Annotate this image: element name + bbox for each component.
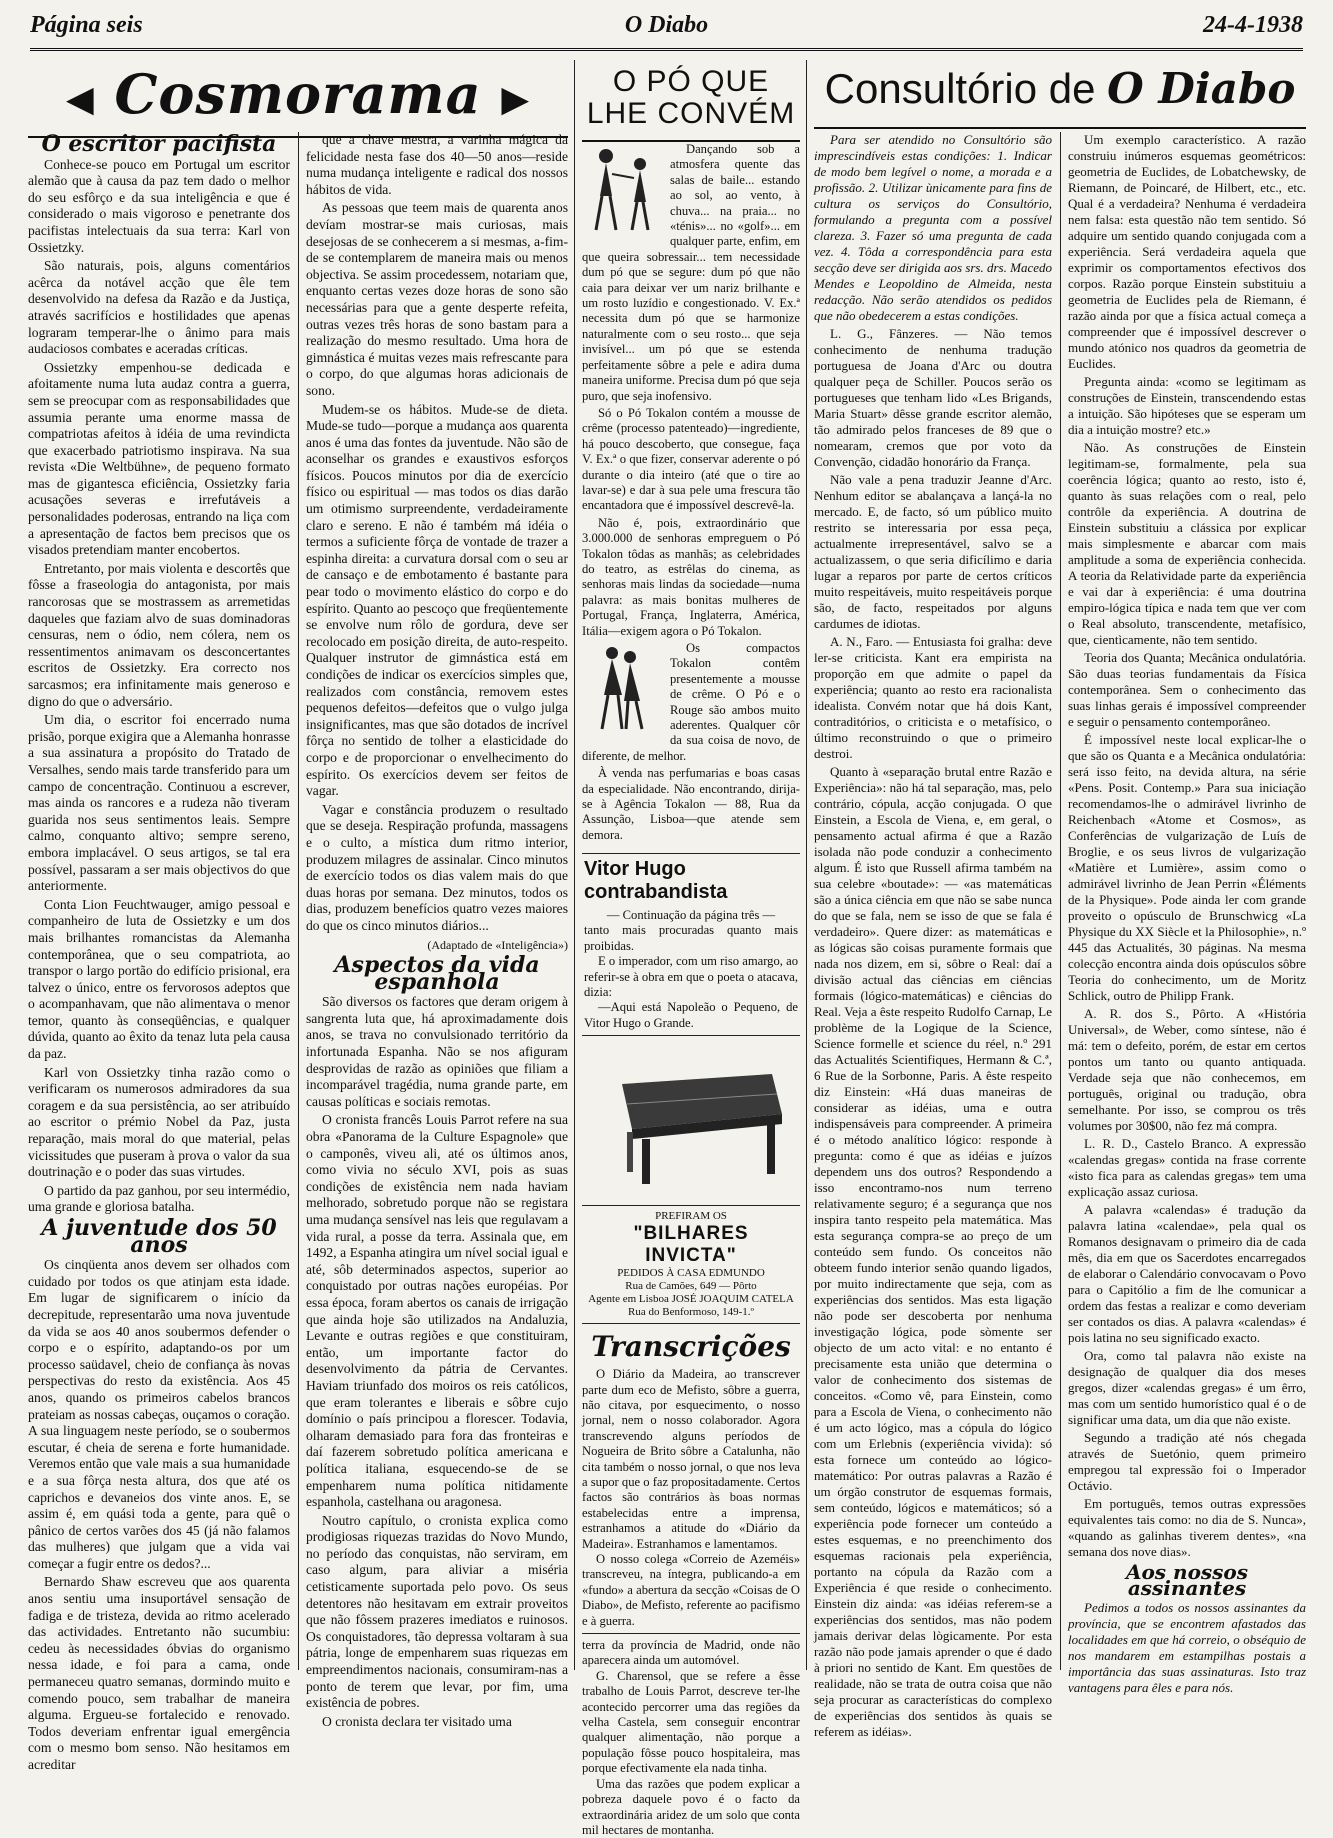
article-paragraph: que a chave mestra, a varinha mágica da felicidade nesta fase dos 40—50 anos—reside numa mudança inteligente e radical dos nossos hábitos de vida.: [306, 132, 568, 197]
answer-paragraph: Quanto à «separação brutal entre Razão e Experiência»: não há tal separação, mas, pelo contrário, cópula, acção conjugada. O que Einstein, a Escola de Viena, e, em geral, o pensamento actual afirma é que a Razão isolada não pode conduzir a conhecimento algum. É isto que Russell afirma também na sua celebre «boutade»: — «as matemáticas são a única ciência em que não se sabe nunca do que se fala, nem se isso de que se fala é verdadeiro». Quere dizer: as matemáticas e as lógicas são coisas puramente formais que nada nos dizem, em si, sôbre o Real: daí a divisão actual das ciências em ciências formais (lógico-matemáticas) e ciências do Real. Veja a êste respeito Rudolfo Carnap, Le problème de la Logique de la Science, Science formelle et science du réel, n.º 291 das Actualités Scientifiques, Hermann & C.ª, 6 Rue de la Sorbonne, Paris. A êste respeito diz Einstein: «Há duas maneiras de considerar as idéias, uma e outra indispensáveis para compreender. A primeira é o método analítico lógico: responde à pregunta: como é que as idéias e juízos dependem uns dos outros? Respondendo a isso encontramo-nos num terreno relativamente seguro; é a segurança que nos inspira tanto respeito pela matemática. Mas esta segurança compra-se ao preço de um conteúdo sem fundo. Os conceitos não obteem fundo interior senão quando ligados, por muito indirectamente que seja, com as experiências dos sentidos. Mas esta ligação não pode ser descoberta por nenhuma investigação lógica, pode sòmente ser objecto de um acto vital: e no entanto é precisamente esta união que determina o valor de conhecimento dos sistemas de conceitos. «Como vê, para Einstein, como para a Escola de Viena, o conhecimento não é um acto lógico, mas a cópula do lógico com um Erlebnis (experiência vivida): só esta fornece um conteúdo ao lógico-matemático: Por outras palavras a Razão é um órgão construtor de esquemas formais, sem conteúdo, lógicos e matemáticos; só a experiência pode fornecer um conteúdo a estes esquemas, e no preenchimento dos esquemas racionais pela experiência, portanto na cópula da Razão com a Experiência é que reside o conhecimento. Einstein diz ainda: «as idéias referem-se a experiências dos sentidos, mas não podem jamais derivar delas lògicamente. Por esta razão não pode jamais aprender o que é dado à priori no sentido de Kant. Em questões de realidade, não se trata de outra coisa que não seja procurar as características do complexo de experiências dos sentidos às quais se referem as idéias».: [814, 764, 1052, 1739]
ad-paragraph: Só o Pó Tokalon contém a mousse de crême (processo patenteado)—ingrediente, há pouco descoberto, que consegue, faça V. Ex.ª o que fizer, conservar aderente o pó durante o dia inteiro (até que o tire ao lavar-se) e dar à sua pele uma frescura tão encantadora que é impossível descrevê-la.: [582, 405, 800, 513]
article-paragraph: Um dia, o escritor foi encerrado numa prisão, porque exigira que a Alemanha honrasse a sua assinatura a propósito do Tratado de Versalhes, sendo mais tarde transferido para um campo de concentração. Continuou a escrever, mas ainda os rancores e a rudeza não tiveram guarida nos seus sentimentos leais. Sempre calmo, conquanto altivo; sempre sereno, embora implacável. O seus artigos, se tal era possível, passaram a ser mais objectivos do que anteriormente.: [28, 712, 290, 894]
column-1: [28, 131, 290, 1772]
answer-paragraph: Não vale a pena traduzir Jeanne d'Arc. Nenhum editor se abalançava a lançá-la no mercado. E, de facto, só um público muito restrito se interessaria por essa peça, actualmente irrepresentável, salvo se a actualizassem, o que seria dificílimo e daria lugar a reparos por parte de certos críticos muito respeitáveis, muito respeitáveis porque são, de facto, respeitados por alguns cardumes de idiotas.: [814, 472, 1052, 631]
article-paragraph: G. Charensol, que se refere a êsse trabalho de Louis Parrot, descreve ter-lhe acontecido percorrer uma das regiões da velha Castela, sem conseguir encontrar qualquer alimentação, não porque a população fôsse pouco hospitaleira, mas porque efectivamente ela nada tinha.: [582, 1668, 800, 1776]
article-paragraph: E o imperador, com um riso amargo, ao referir-se à obra em que o poeta o atacava, dizia:: [584, 954, 798, 999]
tokalon-title: O PÓ QUE LHE CONVÉM: [582, 60, 800, 142]
invicta-line: Rua do Benformoso, 149-1.º: [628, 1306, 754, 1319]
answer-paragraph: L. R. D., Castelo Branco. A expressão «calendas gregas» contida na frase corrente «isto fica para as calendas gregas» tem uma explicação assaz curiosa.: [1068, 1136, 1306, 1199]
article-paragraph: São naturais, pois, alguns comentários acêrca da notável acção que êle tem desenvolvido na defesa da Razão e da Justiça, através sacrifícios e hostilidades que apenas lograram temperar-lhe o ânimo para mais audaciosos combates e aceradas críticas.: [28, 258, 290, 357]
article-paragraph: Ossietzky empenhou-se dedicada e afoitamente numa luta audaz contra a guerra, sem se preocupar com as responsabilidades que assumia perante uma enorme massa de compatriotas afeitos à idéia de uma revindicta que exacerbado patriotismo inspirava. Na sua revista «Die Weltbühne», de pequeno formato mas de gigantesca eficiência, Ossietzky faria acusações severas e irrefutáveis a personalidades poderosas, entrando na liça com a apresentação de factos bem precisos que os visados pretendiam manter encobertos.: [28, 359, 290, 558]
consultorio-conditions: Para ser atendido no Consultório são imprescindíveis estas condições: 1. Indicar de modo bem legível o nome, a morada e a profissão. 2. Utilizar ùnicamente para fins de cultura os serviços do Consultório, formulando a pregunta com a possível clareza. 3. Fazer só uma pregunta de cada vez. 4. Tôda a correspondência para esta secção deve ser dirigida aos srs. drs. Macedo Mendes e Leopoldino de Almeida, nesta redacção. Não serão atendidos os pedidos que não obedecerem a estas condições.: [814, 132, 1052, 323]
column-4: [814, 132, 1052, 1739]
article-paragraph: São diversos os factores que deram origem à sangrenta luta que, há aproximadamente dois anos, se trava no convulsionado território da infortunada Espanha. Não se nos afiguram desprovidas de razão as opiniões que filiam a incomparável tragédia, numa grande parte, em causas políticas e sociais remotas.: [306, 994, 568, 1109]
ad-paragraph: Não é, pois, extraordinário que 3.000.000 de senhoras empreguem o Pó Tokalon tôdas as manhãs; as celebridades do teatro, as estrêlas do cinema, as senhoras mais lindas da sociedade—numa palavra: as mais bonitas mulheres de Portugal, França, Inglaterra, América, Itália—exigem agora o Pó Tokalon.: [582, 515, 800, 638]
answer-paragraph: Um exemplo característico. A razão construiu inúmeros esquemas geométricos: geometria de Euclides, de Lobatchewsky, de Riemann, de Poincaré, de Hilbert, etc., etc. Qual é a verdadeira? Nenhuma é verdadeira nem falsa: esta questão não tem sentido. Só adquire um sentido quando conjugada com a experiência. Será verdadeira aquela que exprimir os comportamentos efectivos dos corpos. Razão porque Einstein substituiu a geometria de Euclides pela de Riemann, é razão ainda por que a física actual começa a compreender que é impossível descrever o mundo atónico nos quadros da geometria de Euclides.: [1068, 132, 1306, 371]
right-arrow-icon: ▶: [501, 77, 531, 120]
vitor-hugo-box: [582, 853, 800, 1036]
article-paragraph: Noutro capítulo, o cronista explica como prodigiosas riquezas trazidas do Novo Mundo, no período das conquistas, não serviram, em caso algum, para aliviar a miséria cetisticamente suportada pelo povo. Os seus detentores não hesitavam em extrair proveitos que não fôssem prazeres imediatos e ruinosos. Os conquistadores, tão depressa voltaram à sua pátria, longe de empenharem suas riquezas em empreendimentos nacionais, consumiram-nas a ponto de terem que levar, por fim, uma existência de pobres.: [306, 1512, 568, 1711]
article-paragraph: Mudem-se os hábitos. Mude-se de dieta. Mude-se tudo—porque a mudança aos quarenta anos é uma das fontes da juventude. Não são de aconselhar os grandes e exaustivos esforços físicos. Poucos minutos por dia de exercício físico ou espiritual — mas todos os dias darão um otimismo surpreendente, verdadeiramente claro e sereno. E não é também má idéia o termos a suficiente fôrça de vontade de trazer a espinha direita: a curvatura dorsal com o seu ar de cansaço e de embotamento é bastante para pear todo o movimento elástico do corpo e do espírito. Quanto ao pescoço que freqüentemente se envolve num rôlo de gordura, deve ser recolocado em posição direita, de auto-respeito. Qualquer instrutor de gimnástica está em condições de indicar os exercícios simples que, realizados com constância, removem estes pequenos defeitos—defeitos que o vulgo julga insignificantes, mas que são dotados de incrível fôrça no sentido de tolher a elasticidade do corpo e de proporcionar o envelhecimento do espírito. Os exercícios devem ser feitos de vagar.: [306, 401, 568, 799]
cosmorama-title: [28, 60, 568, 138]
article-paragraph: As pessoas que teem mais de quarenta anos devíam mostrar-se mais curiosas, mais desejosas de se conhecerem a si mesmas, a-fim-de se contemplarem de maneira mais ou menos objectiva. Se assim procedessem, notariam que, enquanto certas vezes doze horas de sono são necessárias para que a gente desperte refeita, outras vezes três horas de sono bastam para a realização do mesmo resultado. Uma hora de gimnástica é muitas vezes mais refrescante para o corpo, do que algumas horas adicionais de sono.: [306, 200, 568, 398]
masthead: O Diabo: [624, 12, 709, 38]
answer-paragraph: Não. As construções de Einstein legitimam-se, formalmente, pela sua coerência lógica; quanto ao resto, isto é, quanto às suas relações com o real, pelo contrôle da experiência. A doutrina de Einstein substituiu a clássica por explicar mais simplesmente e abarcar com mais amplitude a soma de experiência conhecida. A teoria da Relatividade parte da experiência e vai dar à experiência: é uma doutrina empiro-lógica típica e nada tem que ver com o Real absoluto, transcendente, metafísico, que, cientìcamente, não tem sentido.: [1068, 440, 1306, 647]
article-paragraph: Vagar e constância produzem o resultado que se deseja. Respiração profunda, massagens e o culto, a mística dum ritmo interior, produzem milagres de assinalar. Cinco minutos de exercício todos os dias valem mais do que duas horas por semana. Dez minutos, todos os dias, produzem benefícios quatro vezes maiores do que os cinco minutos diários...: [306, 801, 568, 933]
column-divider: [1060, 132, 1061, 1670]
answer-paragraph: A. N., Faro. — Entusiasta foi gralha: deve ler-se criticista. Kant era empirista na proporção em que admite o papel da experiência; quanto ao resto era racionalista idealista. Convém notar que há dois Kant, contraditórios, o criticista e o metafísico, o último reconstruindo o que o primeiro destroi.: [814, 634, 1052, 761]
consultorio-title: [814, 60, 1306, 129]
left-arrow-icon: ◀: [65, 77, 95, 120]
transcricoes-body: [582, 1367, 800, 1838]
issue-date: 24-4-1938: [1203, 12, 1303, 38]
page-header: [30, 8, 1303, 51]
ad-paragraph: Dançando sob a atmosfera quente das salas de baile... estando ao sol, ao vento, à chuva... na praia... no «ténis»... no «golf»... em qualquer parte, enfim, em que queira sobressair... tem necessidade dum pó que se segure: dum pó que não caia para deixar ver um nariz brilhante e um rosto luzídio e congestionado. V. Ex.ª necessita dum pó que se harmonize naturalmente com o seu rosto... que seja invisível... um pó que se estenda perfeitamente sôbre a pele e adira duma maneira uniforme. Precisa dum pó que seja puro, que seja inofensivo.: [582, 142, 800, 403]
answer-paragraph: L. G., Fânzeres. — Não temos conhecimento de nenhuma tradução portuguesa de Joana d'Arc ou doutra qualquer peça de Schiller. Poucos serão os portugueses que tenham lido «Les Brigands, Maria Stuart» dêsse grande escritor alemão, tão admirado pelos franceses de 89 que o nomearam, cremos que por voto da Convenção, cidadão honorário da França.: [814, 326, 1052, 469]
vitor-hugo-title: Vitor Hugo contrabandista: [584, 858, 728, 904]
heading-aspectos: Aspectos da vida espanhola: [334, 952, 540, 995]
answer-paragraph: Pregunta ainda: «como se legitimam as construções de Einstein, transcendendo estas a intuição. São hipóteses que se esperam um dia a intuição mostre? etc.»: [1068, 374, 1306, 437]
continuation-note: — Continuação da página três —: [606, 908, 776, 923]
article-paragraph: O cronista francês Louis Parrot refere na sua obra «Panorama de la Culture Espagnole» que o camponês, viveu ali, até os últimos anos, como vivia no século XVI, pois as suas condições de existência nem nada haviam melhorado, sobretudo porque não se registara uma mudança sensível nas leis que regulavam a vida rural, a posse da terra. Assinala que, em 1492, a Espanha atingira um nível social igual e até, sôb determinados aspectos, superior ao conquistado por outras nações européias. Por essa época, foram abertos os canais de irrigação que ainda hoje são utilizados na Andaluzia, Levante e outras regiões e que constituiram, então, um importante factor do desenvolvimento da pátria de Cervantes. Haviam triunfado dos moiros os reis católicos, que eram tolerantes e liberais e sôbre cujo domínio o país principou a florescer. Todavia, olharam demasiado para fora das fronteiras e daí fazerem sobretudo política americana e política italiana, esquecendo-se de se empenharem numa política nitidamente espanhola, castelhana ou aragonesa.: [306, 1112, 568, 1510]
article-paragraph: Conta Lion Feuchtwauger, amigo pessoal e companheiro de luta de Ossietzky e um dos mais brilhantes romancistas da Alemanha contemporânea, que o seu compatriota, ao transpor o largo portão do edifício prisional, era talvez o único, entre os fervorosos adeptos que o acompanhavam, que não alimentava o menor temor, quanto às conseqüências, e qualquer dúvida, quanto ao êxito da tenaz luta pela causa da paz.: [28, 896, 290, 1062]
consultorio-title-text: Consultório de: [824, 65, 1096, 112]
column-3: [582, 60, 800, 1837]
invicta-brand: "BILHARES INVICTA": [633, 1223, 749, 1267]
column-divider: [298, 132, 299, 1670]
article-paragraph: Uma das razões que podem explicar a pobreza daquele povo é o facto da extraordinária aridez de um solo que conta mil hectares de montanha.: [582, 1776, 800, 1837]
article-paragraph: Entretanto, por mais violenta e descortês que fôsse a fraseologia do antagonista, por mais rancorosas que se mostrassem as arremetidas daqueles que faziam alvo de suas dominadoras censuras, nem o ódio, nem cólera, nem os ressentimentos animavam os desconcertantes escritos de Ossietzky. Era correcto nos sarcasmos; era infinitamente mais generoso e digno do que o adversário.: [28, 560, 290, 709]
column-divider: [806, 60, 807, 1670]
ad-paragraph: Os compactos Tokalon contêm presentemente a mousse de crême. O Pó e o Rouge são ambos muito aderentes. Qualquer côr da sua coisa de novo, de diferente, de melhor.: [582, 641, 800, 763]
notice-paragraph: Pedimos a todos os nossos assinantes da província, que se encontrem afastados das localidades em que há correio, o obséquio de nos mandarem em estampilhas postais a importância das suas assinaturas. Isto traz vantagens para êles e para nós.: [1068, 1600, 1306, 1695]
dancing-couple-icon: [582, 643, 662, 733]
ad-paragraph: À venda nas perfumarias e boas casas da especialidade. Não encontrando, dirija-se à Agência Tokalon — 88, Rua da Assunção, Lisboa—que atende sem demora.: [582, 766, 800, 842]
consultorio-section: [814, 60, 1306, 140]
answer-paragraph: É impossível neste local explicar-lhe o que são os Quanta e a Mecânica ondulatória: será isso feito, na devida altura, na série «Pens. Posit. Contemp.» Para sua iniciação recomendamos-lhe o admirável livrinho de Reichenbach «Atome et Cosmos», as Conferências de vulgarização de Luís de Broglie, e os seus livros de vulgarização «Matière et Lumière», assim como o admirável livrinho de Jean Perrin «Éléments de la Physique». Pode ainda ler com grande proveito o opúsculo de Brunschwicg «La Physique du XX Siècle et la Philosophie», n.º 445 das Actualités, 30 páginas. Na mesma colecção encontra ainda dois opúsculos sôbre Teoria do conhecimento, um de Moritz Schlick, outro de Philipp Frank.: [1068, 732, 1306, 1003]
article-paragraph: terra da província de Madrid, onde não aparecera ainda um automóvel.: [582, 1638, 800, 1668]
article-paragraph: Bernardo Shaw escreveu que aos quarenta anos sentiu uma insuportável sensação de fadiga e de tristeza, devida ao ritmo acelerado das actividades. Entretanto não sucumbiu: cedeu às necessidades óbvias do organismo nessa idade, e foi para a cama, onde permaneceu quatro semanas, dormindo muito e comendo pouco, sem trabalhar de maneira alguma. Ergueu-se fortalecido e renovado. Todos deveriam enfrentar igual emergência com o mesmo bom senso. Não hesitamos em acreditar: [28, 1574, 290, 1772]
article-paragraph: O partido da paz ganhou, por seu intermédio, uma grande e gloriosa batalha.: [28, 1182, 290, 1215]
column-divider: [574, 60, 575, 1670]
heading-pacifista: O escritor pacifista: [41, 131, 277, 157]
answer-paragraph: A. R. dos S., Pôrto. A «História Universal», de Weber, como síntese, não é má: tem o defeito, porém, de estar em certos pontos um tanto ou quanto antiquada. Verdade seja que não conhecemos, em português, original ou tradução, obra semelhante. Por isso, se comprou os três volumes por 30$00, não fez má compra.: [1068, 1006, 1306, 1133]
answer-paragraph: Em português, temos outras expressões equivalentes tais como: no dia de S. Nunca», «quando as galinhas tiverem dentes», «na semana dos nove dias».: [1068, 1496, 1306, 1559]
billiard-table-icon: [582, 1044, 800, 1194]
invicta-ad: [582, 1205, 800, 1324]
article-paragraph: O Diário da Madeira, ao transcrever parte dum eco de Mefisto, sôbre a guerra, não citava, por esquecimento, o nosso jornal, nem o nosso colaborador. Agora transcrevendo alguns períodos de Nogueira de Brito sôbre a Catalunha, não cita também o nosso jornal, o que nos leva a supor que o faz propositadamente. Certos factos são contrários às boas normas estabelecidas entre a imprensa, estranhamos a atitude do «Diário da Madeira». Estranhamos e lamentamos.: [582, 1367, 800, 1551]
article-paragraph: O cronista declara ter visitado uma: [322, 1713, 512, 1729]
tokalon-ad: [582, 142, 800, 843]
answer-paragraph: Ora, como tal palavra não existe na designação de qualquer dia dos meses gregos, dizer «calendas gregas» é um êrro, mas com um sentido humorístico qual é o de significar uma data, um dia que não existe.: [1068, 1348, 1306, 1427]
column-5: [1068, 132, 1306, 1695]
article-paragraph: O nosso colega «Correio de Azeméis» transcreveu, na íntegra, publicando-a em «fundo» a abertura da secção «Coisas de O Diabo», de Mefisto, referente ao pacifismo e à guerra.: [582, 1552, 800, 1628]
article-paragraph: Conhece-se pouco em Portugal um escritor alemão que à causa da paz tem dado o melhor do seu esfôrço e da sua inteligência e que é considerado o mais vigoroso e penetrante dos pacifistas intelectuais da sua terra: Karl von Ossietzky.: [28, 156, 290, 255]
invicta-line: PREFIRAM OS: [655, 1210, 727, 1223]
invicta-line: Rua de Camões, 649 — Pôrto: [625, 1280, 757, 1293]
transcricoes-title: Transcrições: [591, 1330, 791, 1364]
heading-assinantes: Aos nossos assinantes: [1125, 1560, 1249, 1600]
article-paragraph: Os cinqüenta anos devem ser olhados com cuidado por todos os que atinjam esta idade. Em lugar de significarem o início da decrepitude, representarão uma nova juventude da vida se aos 40 anos soubermos defender o corpo e o espírito, adaptando-os por um processo saüdavel, cheio de confiança às novas perspectivas do resto da existência. Aos 45 anos, quando os primeiros cabelos brancos prateiam as nossas cabeças, ouçamos o coração. A sua linguagem neste período, se o soubermos escutar, é cheia de serena e forte humanidade. Veremos então que vale mais a sua humanidade e a sua fôrça nesta altura, dos que até os caprichos e devaneios dos vinte anos. E, se assim é, em quási toda a gente, para quê o pânico de certos varões dos 45 (já não falamos das mulheres) que julgam que a vida vai começar a fugir entre os dedos?...: [28, 1257, 290, 1571]
article-paragraph: Karl von Ossietzky tinha razão como o verificaram os numerosos admiradores da sua coragem e da sua persistência, ao ser atribuído ao escritor o prémio Nobel da Paz, justa reparação, mais moral do que material, pelas vicissitudes que puseram à prova o valor da sua doutrinação e o poder das suas virtudes.: [28, 1064, 290, 1180]
answer-paragraph: Segundo a tradição até nós chegada através de Suetónio, quem primeiro empregou tal expressão foi o Imperador Octávio.: [1068, 1430, 1306, 1493]
cosmorama-title-text: Cosmorama: [114, 62, 482, 126]
source-credit: (Adaptado de «Inteligência»): [427, 937, 568, 952]
invicta-line: PEDIDOS À CASA EDMUNDO: [617, 1267, 765, 1280]
article-paragraph: —Aqui está Napoleão o Pequeno, de Vitor Hugo o Grande.: [584, 1000, 798, 1030]
answer-paragraph: A palavra «calendas» é tradução da palavra latina «calendae», pela qual os Romanos designavam o primeiro dia de cada mês, dia em que os Sacerdotes encarregados de elaborar o Calendário convocavam o Povo para o Capitólio a fim de lhe comunicar a ordem das festas a realizar e como deveriam ser contados os dias. A palavra «calendas» é pois latina no seu significado exacto.: [1068, 1202, 1306, 1345]
dancer-illustration-icon: [582, 144, 662, 234]
answer-paragraph: Teoria dos Quanta; Mecânica ondulatória. São duas teorias fundamentais da Física contemporânea. Sem o conhecimento das suas linhas gerais é impossível compreender e seguir o pensamento contemporâneo.: [1068, 650, 1306, 729]
article-paragraph: tanto mais procuradas quanto mais proibidas.: [584, 923, 798, 953]
page-number: Página seis: [30, 12, 143, 38]
consultorio-title-masthead: O Diabo: [1107, 64, 1296, 113]
heading-juventude: A juventude dos 50 anos: [41, 1215, 277, 1258]
invicta-line: Agente em Lisboa JOSÉ JOAQUIM CATELA: [588, 1293, 794, 1306]
column-2: [306, 132, 568, 1729]
